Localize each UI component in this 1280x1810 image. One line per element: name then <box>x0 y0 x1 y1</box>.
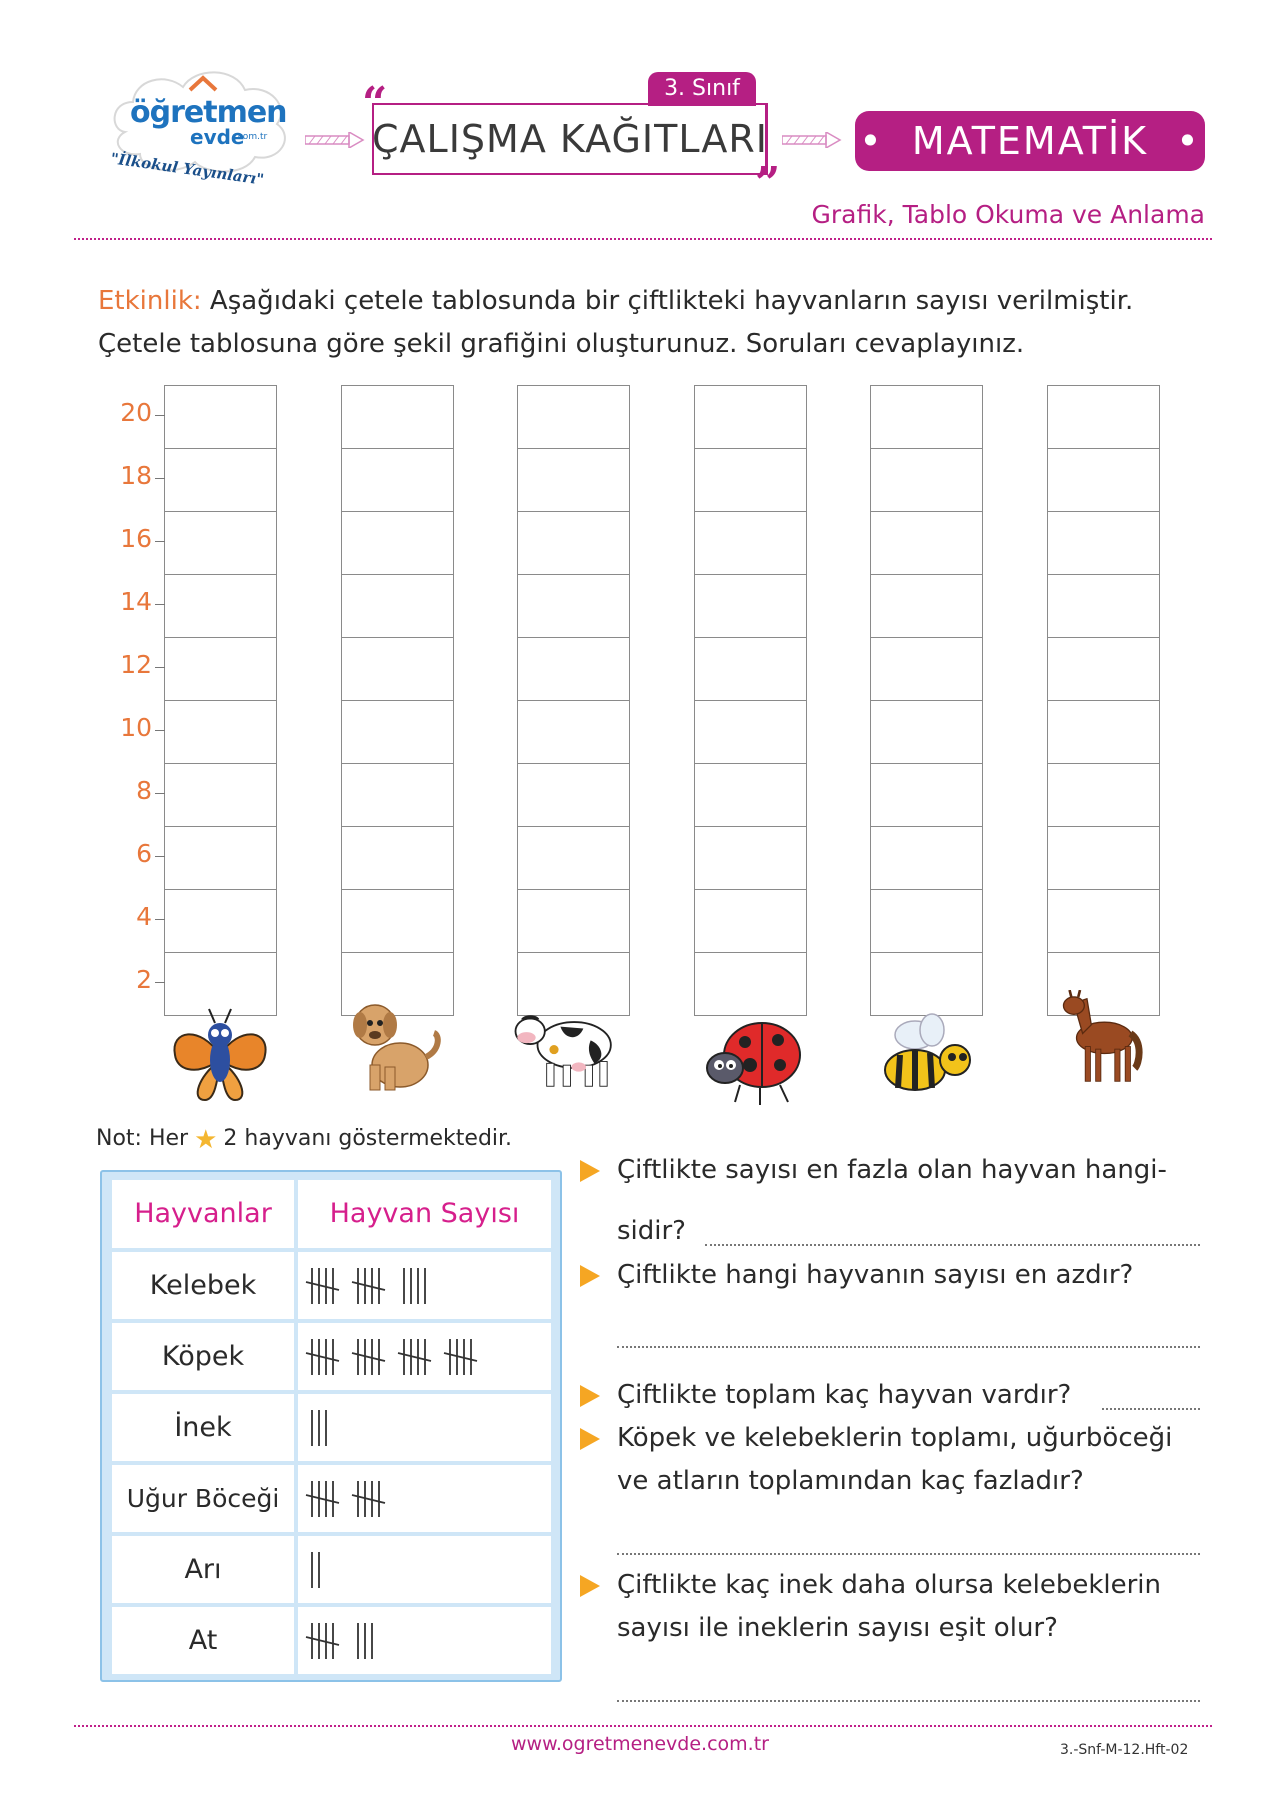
y-tick-mark <box>155 541 165 542</box>
question-2: Çiftlikte hangi hayvanın sayısı en azdır? <box>617 1260 1134 1290</box>
logo-domain: .com.tr <box>235 132 268 142</box>
grid-cell[interactable] <box>164 700 277 764</box>
footer-code: 3.-Snf-M-12.Hft-02 <box>1060 1742 1189 1758</box>
bullet-arrow-icon <box>580 1385 600 1407</box>
tally-cross-stroke <box>306 1495 339 1503</box>
table-cell-tally <box>298 1323 551 1390</box>
grid-cell[interactable] <box>341 448 454 512</box>
subject-badge <box>855 111 1205 171</box>
y-tick-label: 4 <box>136 902 152 931</box>
tally-marks <box>298 1607 551 1674</box>
y-tick-label: 20 <box>120 398 152 427</box>
grid-cell[interactable] <box>517 637 630 701</box>
grid-cell[interactable] <box>870 826 983 890</box>
grid-cell[interactable] <box>694 826 807 890</box>
grid-cell[interactable] <box>1047 448 1160 512</box>
dog-icon <box>340 995 450 1095</box>
y-tick-mark <box>155 982 165 983</box>
y-tick-label: 18 <box>120 461 152 490</box>
y-tick-label: 10 <box>120 713 152 742</box>
grid-cell[interactable] <box>341 763 454 827</box>
grid-cell[interactable] <box>870 637 983 701</box>
grid-cell[interactable] <box>870 952 983 1016</box>
y-tick-label: 6 <box>136 839 152 868</box>
grid-cell[interactable] <box>1047 889 1160 953</box>
tally-cross-stroke <box>444 1353 477 1361</box>
grid-cell[interactable] <box>870 511 983 575</box>
table-cell-tally <box>298 1465 551 1532</box>
logo-subtext: evde <box>190 125 245 149</box>
y-tick-mark <box>155 856 165 857</box>
grid-cell[interactable] <box>694 952 807 1016</box>
bullet-arrow-icon <box>580 1265 600 1287</box>
table-header-count: Hayvan Sayısı <box>298 1180 551 1248</box>
activity-text-2: Çetele tablosuna göre şekil grafiğini oluşturunuz. Soruları cevaplayınız. <box>98 329 1025 359</box>
ladybug-icon <box>700 1010 810 1110</box>
grid-cell[interactable] <box>341 700 454 764</box>
quote-open-icon: “ <box>362 78 388 129</box>
grid-cell[interactable] <box>870 574 983 638</box>
grid-cell[interactable] <box>164 448 277 512</box>
grid-cell[interactable] <box>694 574 807 638</box>
grid-cell[interactable] <box>164 511 277 575</box>
divider <box>74 1725 1212 1727</box>
grid-cell[interactable] <box>341 511 454 575</box>
question-1-line-2: sidir? <box>617 1216 686 1246</box>
page-title: ÇALIŞMA KAĞITLARI <box>372 117 768 161</box>
butterfly-icon <box>165 1005 275 1105</box>
grid-cell[interactable] <box>517 385 630 449</box>
bullet-arrow-icon <box>580 1160 600 1182</box>
answer-line-3[interactable] <box>1102 1408 1200 1410</box>
question-1-line-1: Çiftlikte sayısı en fazla olan hayvan hangi- <box>617 1155 1167 1185</box>
topic-subtitle: Grafik, Tablo Okuma ve Anlama <box>811 200 1205 229</box>
tally-marks <box>298 1323 551 1390</box>
question-5-line-1: Çiftlikte kaç inek daha olursa kelebeklerin <box>617 1570 1162 1600</box>
grid-cell[interactable] <box>870 763 983 827</box>
quote-close-icon: ” <box>755 158 781 209</box>
y-tick-label: 2 <box>136 965 152 994</box>
grid-cell[interactable] <box>1047 511 1160 575</box>
grid-cell[interactable] <box>694 385 807 449</box>
answer-line-2[interactable] <box>617 1346 1200 1348</box>
activity-instructions <box>98 280 1208 366</box>
question-4-line-2: ve atların toplamından kaç fazladır? <box>617 1466 1084 1496</box>
question-3: Çiftlikte toplam kaç hayvan vardır? <box>617 1380 1072 1410</box>
grid-cell[interactable] <box>1047 763 1160 827</box>
grid-cell[interactable] <box>694 889 807 953</box>
y-tick-mark <box>155 478 165 479</box>
grid-cell[interactable] <box>341 385 454 449</box>
grid-cell[interactable] <box>164 826 277 890</box>
tally-cross-stroke <box>352 1353 385 1361</box>
tally-cross-stroke <box>352 1282 385 1290</box>
note-before: Not: Her <box>96 1126 189 1151</box>
grid-cell[interactable] <box>517 574 630 638</box>
logo-tagline: "İlkokul Yayınları" <box>109 149 266 189</box>
grid-cell[interactable] <box>870 889 983 953</box>
activity-lead: Etkinlik: <box>98 286 202 316</box>
question-5-line-2: sayısı ile ineklerin sayısı eşit olur? <box>617 1613 1058 1643</box>
grid-cell[interactable] <box>164 385 277 449</box>
grid-cell[interactable] <box>1047 637 1160 701</box>
star-icon: ★ <box>194 1125 218 1155</box>
activity-text-1: Aşağıdaki çetele tablosunda bir çiftlikteki hayvanların sayısı verilmiştir. <box>209 286 1134 316</box>
tally-cross-stroke <box>306 1353 339 1361</box>
y-tick-mark <box>155 793 165 794</box>
y-tick-mark <box>155 667 165 668</box>
table-cell-animal: At <box>112 1607 294 1674</box>
table-cell-animal: İnek <box>112 1394 294 1461</box>
question-4-line-1: Köpek ve kelebeklerin toplamı, uğurböceği <box>617 1423 1173 1453</box>
grid-cell[interactable] <box>694 637 807 701</box>
grid-cell[interactable] <box>164 763 277 827</box>
answer-line-5[interactable] <box>617 1700 1200 1702</box>
grid-cell[interactable] <box>870 448 983 512</box>
y-tick-label: 14 <box>120 587 152 616</box>
y-tick-mark <box>155 415 165 416</box>
tally-marks <box>298 1394 551 1461</box>
grid-cell[interactable] <box>694 763 807 827</box>
note-after: 2 hayvanı göstermektedir. <box>223 1126 513 1151</box>
arrow-right-icon <box>782 132 842 148</box>
dot-icon: • <box>1148 119 1201 163</box>
tally-marks <box>298 1465 551 1532</box>
footer-url[interactable]: www.ogretmenevde.com.tr <box>511 1733 769 1755</box>
grid-cell[interactable] <box>164 574 277 638</box>
table-cell-animal: Uğur Böceği <box>112 1465 294 1532</box>
grid-cell[interactable] <box>517 763 630 827</box>
bee-icon <box>870 1010 980 1110</box>
grid-cell[interactable] <box>1047 574 1160 638</box>
grade-badge: 3. Sınıf <box>648 72 756 106</box>
table-cell-tally <box>298 1536 551 1603</box>
grid-cell[interactable] <box>1047 385 1160 449</box>
table-cell-animal: Arı <box>112 1536 294 1603</box>
grid-cell[interactable] <box>341 889 454 953</box>
bullet-arrow-icon <box>580 1428 600 1450</box>
horse-icon <box>1045 990 1155 1090</box>
table-cell-tally <box>298 1394 551 1461</box>
grid-cell[interactable] <box>341 637 454 701</box>
grid-cell[interactable] <box>517 448 630 512</box>
grid-cell[interactable] <box>870 385 983 449</box>
grid-cell[interactable] <box>694 448 807 512</box>
tally-marks <box>298 1252 551 1319</box>
bullet-arrow-icon <box>580 1575 600 1597</box>
tally-cross-stroke <box>398 1353 431 1361</box>
y-tick-mark <box>155 604 165 605</box>
grid-cell[interactable] <box>164 889 277 953</box>
table-cell-animal: Köpek <box>112 1323 294 1390</box>
y-tick-mark <box>155 919 165 920</box>
grid-cell[interactable] <box>517 511 630 575</box>
y-tick-label: 8 <box>136 776 152 805</box>
tally-marks <box>298 1536 551 1603</box>
grid-cell[interactable] <box>694 511 807 575</box>
table-cell-tally <box>298 1607 551 1674</box>
grid-cell[interactable] <box>1047 826 1160 890</box>
y-tick-mark <box>155 730 165 731</box>
grid-cell[interactable] <box>517 700 630 764</box>
table-header-animals: Hayvanlar <box>112 1180 294 1248</box>
grid-cell[interactable] <box>517 889 630 953</box>
y-tick-label: 12 <box>120 650 152 679</box>
dot-icon: • <box>859 119 912 163</box>
grid-cell[interactable] <box>341 826 454 890</box>
cow-icon <box>510 995 620 1095</box>
table-cell-tally <box>298 1252 551 1319</box>
arrow-right-icon <box>305 132 365 148</box>
grid-cell[interactable] <box>1047 700 1160 764</box>
grid-cell[interactable] <box>341 574 454 638</box>
y-tick-label: 16 <box>120 524 152 553</box>
tally-cross-stroke <box>306 1637 339 1645</box>
answer-line-4[interactable] <box>617 1553 1200 1555</box>
logo-text: öğretmen <box>130 95 287 130</box>
legend-note <box>96 1125 512 1155</box>
tally-cross-stroke <box>352 1495 385 1503</box>
tally-cross-stroke <box>306 1282 339 1290</box>
subject-label: MATEMATİK <box>911 119 1149 163</box>
table-cell-animal: Kelebek <box>112 1252 294 1319</box>
grid-cell[interactable] <box>870 700 983 764</box>
grid-cell[interactable] <box>694 700 807 764</box>
grid-cell[interactable] <box>164 637 277 701</box>
divider <box>74 238 1212 240</box>
answer-line-1[interactable] <box>705 1244 1200 1246</box>
grid-cell[interactable] <box>517 826 630 890</box>
